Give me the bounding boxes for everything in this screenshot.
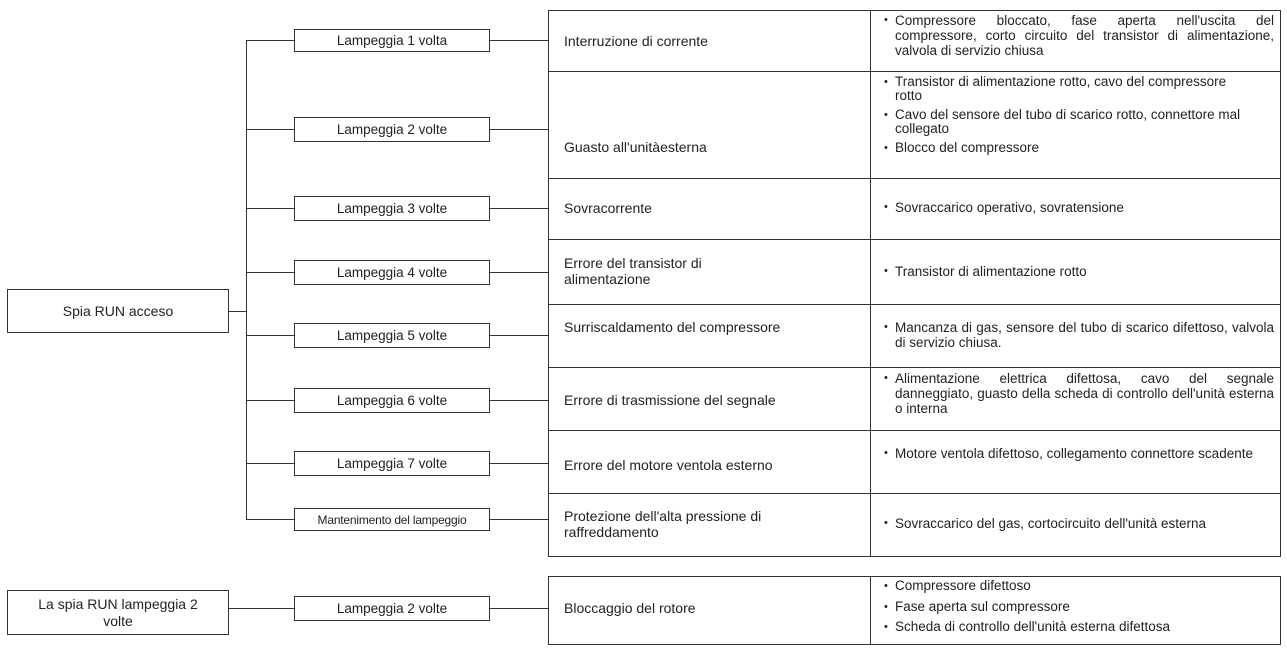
cause-text-3: Sovracorrente [564,200,652,216]
cause-text-1: Interruzione di corrente [564,33,708,49]
blink-box-1 [294,29,490,52]
table-column-divider [870,10,871,557]
detail-cell-2 [884,75,1244,155]
detail-cell-1 [884,13,1274,58]
connector-row-2-right [489,129,548,130]
detail-item: • Alimentazione elettrica difettosa, cavo del segnale danneggiato, guasto della scheda di controllo dell'unità esterna o interna [884,371,1274,416]
blink-box-8 [294,508,490,531]
connector-row-1-left [246,40,294,41]
detail-cell-4 [884,264,1274,279]
detail-item: • Fase aperta sul compressore [884,600,1274,614]
detail-item: • Transistor di alimentazione rotto, cavo del compressore rotto [884,75,1244,103]
detail-cell-8 [884,516,1274,531]
blink-label: Mantenimento del lampeggio [317,512,467,527]
detail-item: • Sovraccarico del gas, cortocircuito dell'unità esterna [884,516,1274,531]
connector-row-4-left [246,272,294,273]
detail-item: • Transistor di alimentazione rotto [884,264,1274,279]
table-row-divider [548,430,1281,431]
blink-label: Lampeggia 1 volta [336,33,448,48]
connector-row-4-right [489,272,548,273]
connector-d2-left [228,608,294,609]
blink-label: Lampeggia 4 volte [336,265,448,280]
detail-cell-3 [884,200,1274,215]
detail-item: • Blocco del compressore [884,141,1244,155]
cause-text-7: Errore del motore ventola esterno [564,457,773,473]
blink-label: Lampeggia 2 volte [336,601,448,616]
root-label: La spia RUN lampeggia 2 volte [38,595,198,629]
connector-row-5-right [489,335,548,336]
table-row-divider [548,367,1281,368]
connector-row-7-right [489,463,548,464]
table-row-divider [548,493,1281,494]
connector-d2-right [489,608,548,609]
blink-box-5 [294,323,490,348]
blink-box-3 [294,196,490,221]
root-box-run-on [7,289,229,333]
blink-box-2 [294,117,490,142]
cause-text-4: Errore del transistor di alimentazione [564,255,702,287]
connector-row-7-left [246,463,294,464]
cause-text-d2: Bloccaggio del rotore [564,600,696,616]
detail-item: • Compressore difettoso [884,579,1274,593]
connector-row-8-right [489,519,548,520]
cause-text-6: Errore di trasmissione del segnale [564,392,776,408]
connector-row-5-left [246,335,294,336]
detail-item: • Cavo del sensore del tubo di scarico rotto, connettore mal collegato [884,108,1244,136]
connector-row-8-left [246,519,294,520]
connector-row-2-left [246,129,294,130]
cause-text-5: Surriscaldamento del compressore [564,319,781,335]
blink-label: Lampeggia 3 volte [336,201,448,216]
connector-row-6-right [489,400,548,401]
detail-item: • Motore ventola difettoso, collegamento connettore scadente [884,446,1274,461]
connector-row-6-left [246,400,294,401]
connector-row-1-right [489,40,548,41]
detail-cell-6 [884,371,1274,416]
blink-label: Lampeggia 5 volte [336,328,448,343]
blink-label: Lampeggia 2 volte [336,122,448,137]
root-label: Spia RUN acceso [62,302,174,319]
table-column-divider [870,576,871,645]
blink-box-4 [294,260,490,285]
detail-item: • Scheda di controllo dell'unità esterna difettosa [884,620,1274,634]
table-row-divider [548,178,1281,179]
blink-box-d2 [294,596,490,621]
detail-item: • Sovraccarico operativo, sovratensione [884,200,1274,215]
blink-label: Lampeggia 7 volte [336,456,448,471]
blink-box-7 [294,451,490,476]
cause-text-8: Protezione dell'alta pressione di raffreddamento [564,508,762,540]
detail-cell-7 [884,446,1274,461]
root-box-run-blink [7,590,229,635]
detail-item: • Compressore bloccato, fase aperta nell'uscita del compressore, corto circuito del transistor di alimentazione, valvola di servizio chiusa [884,13,1274,58]
blink-label: Lampeggia 6 volte [336,393,448,408]
cause-text-2: Guasto all'unitàesterna [564,139,707,155]
detail-cell-5 [884,320,1274,350]
connector-trunk [246,40,247,519]
table-row-divider [548,239,1281,240]
table-row-divider [548,71,1281,72]
connector-root-trunk [228,311,246,312]
blink-box-6 [294,388,490,413]
detail-cell-d2 [884,579,1274,634]
table-row-divider [548,304,1281,305]
detail-item: • Mancanza di gas, sensore del tubo di scarico difettoso, valvola di servizio chiusa. [884,320,1274,350]
connector-row-3-right [489,208,548,209]
connector-row-3-left [246,208,294,209]
